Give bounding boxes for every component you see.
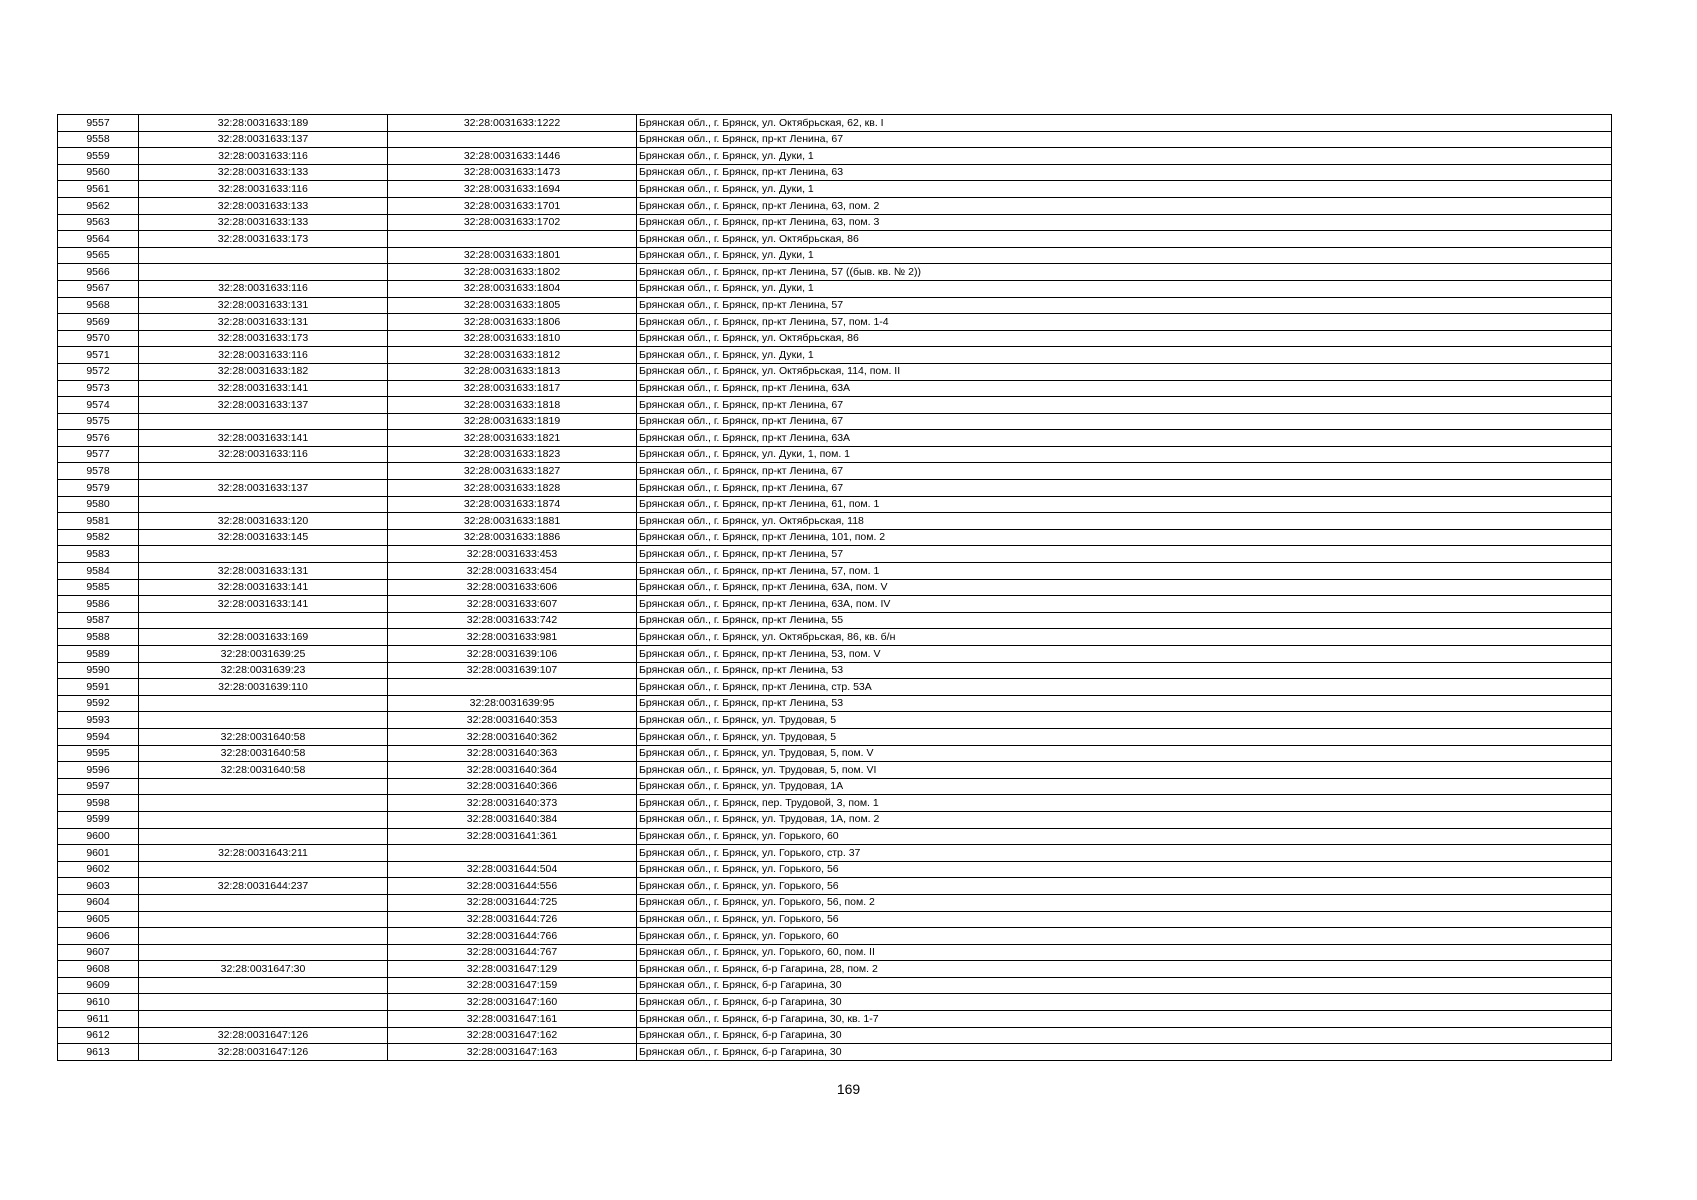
address-cell: Брянская обл., г. Брянск, пр-кт Ленина, 53 — [637, 662, 1612, 679]
parent-cadastral-number-cell: 32:28:0031639:23 — [139, 662, 388, 679]
cadastral-number-cell: 32:28:0031633:1802 — [388, 264, 637, 281]
address-cell: Брянская обл., г. Брянск, пр-кт Ленина, 55 — [637, 612, 1612, 629]
row-number-cell: 9574 — [58, 397, 139, 414]
cadastral-number-cell: 32:28:0031633:981 — [388, 629, 637, 646]
address-cell: Брянская обл., г. Брянск, пр-кт Ленина, 63А — [637, 380, 1612, 397]
table-row — [58, 679, 1612, 696]
row-number-cell: 9569 — [58, 314, 139, 331]
table-row — [58, 811, 1612, 828]
parent-cadastral-number-cell: 32:28:0031633:131 — [139, 297, 388, 314]
cadastral-number-cell: 32:28:0031639:107 — [388, 662, 637, 679]
parent-cadastral-number-cell: 32:28:0031647:30 — [139, 961, 388, 978]
parent-cadastral-number-cell: 32:28:0031633:116 — [139, 181, 388, 198]
table-row — [58, 164, 1612, 181]
address-cell: Брянская обл., г. Брянск, ул. Дуки, 1, пом. 1 — [637, 446, 1612, 463]
row-number-cell: 9576 — [58, 430, 139, 447]
parent-cadastral-number-cell: 32:28:0031633:131 — [139, 563, 388, 580]
address-cell: Брянская обл., г. Брянск, ул. Октябрьская, 62, кв. I — [637, 115, 1612, 132]
table-row — [58, 712, 1612, 729]
cadastral-number-cell: 32:28:0031633:1806 — [388, 314, 637, 331]
table-row — [58, 728, 1612, 745]
address-cell: Брянская обл., г. Брянск, ул. Трудовая, 5 — [637, 712, 1612, 729]
row-number-cell: 9562 — [58, 197, 139, 214]
row-number-cell: 9606 — [58, 928, 139, 945]
parent-cadastral-number-cell — [139, 612, 388, 629]
cadastral-number-cell: 32:28:0031633:1701 — [388, 197, 637, 214]
table-row — [58, 994, 1612, 1011]
table-row — [58, 529, 1612, 546]
parent-cadastral-number-cell — [139, 695, 388, 712]
row-number-cell: 9582 — [58, 529, 139, 546]
parent-cadastral-number-cell: 32:28:0031633:173 — [139, 330, 388, 347]
row-number-cell: 9612 — [58, 1027, 139, 1044]
parent-cadastral-number-cell: 32:28:0031633:116 — [139, 148, 388, 165]
cadastral-number-cell: 32:28:0031633:1821 — [388, 430, 637, 447]
address-cell: Брянская обл., г. Брянск, пр-кт Ленина, 63А, пом. V — [637, 579, 1612, 596]
row-number-cell: 9558 — [58, 131, 139, 148]
address-cell: Брянская обл., г. Брянск, пр-кт Ленина, 53 — [637, 695, 1612, 712]
cadastral-number-cell: 32:28:0031644:725 — [388, 894, 637, 911]
row-number-cell: 9579 — [58, 480, 139, 497]
parent-cadastral-number-cell: 32:28:0031639:25 — [139, 646, 388, 663]
address-cell: Брянская обл., г. Брянск, пр-кт Ленина, 63А — [637, 430, 1612, 447]
cadastral-number-cell: 32:28:0031633:1881 — [388, 513, 637, 530]
address-cell: Брянская обл., г. Брянск, ул. Октябрьская, 114, пом. II — [637, 363, 1612, 380]
address-cell: Брянская обл., г. Брянск, б-р Гагарина, 30 — [637, 1027, 1612, 1044]
address-cell: Брянская обл., г. Брянск, пр-кт Ленина, 67 — [637, 397, 1612, 414]
table-row — [58, 480, 1612, 497]
cadastral-number-cell: 32:28:0031633:1818 — [388, 397, 637, 414]
table-row — [58, 629, 1612, 646]
table-row — [58, 928, 1612, 945]
cadastral-number-cell: 32:28:0031640:364 — [388, 762, 637, 779]
row-number-cell: 9588 — [58, 629, 139, 646]
row-number-cell: 9563 — [58, 214, 139, 231]
cadastral-number-cell: 32:28:0031633:1473 — [388, 164, 637, 181]
parent-cadastral-number-cell: 32:28:0031643:211 — [139, 845, 388, 862]
address-cell: Брянская обл., г. Брянск, ул. Дуки, 1 — [637, 347, 1612, 364]
cadastral-number-cell: 32:28:0031633:1823 — [388, 446, 637, 463]
address-cell: Брянская обл., г. Брянск, пр-кт Ленина, 63А, пом. IV — [637, 596, 1612, 613]
table-row — [58, 1011, 1612, 1028]
table-row — [58, 446, 1612, 463]
address-cell: Брянская обл., г. Брянск, пр-кт Ленина, 57, пом. 1 — [637, 563, 1612, 580]
table-row — [58, 413, 1612, 430]
cadastral-number-cell: 32:28:0031633:1801 — [388, 247, 637, 264]
table-row — [58, 878, 1612, 895]
row-number-cell: 9591 — [58, 679, 139, 696]
parent-cadastral-number-cell — [139, 811, 388, 828]
parent-cadastral-number-cell: 32:28:0031633:189 — [139, 115, 388, 132]
parent-cadastral-number-cell — [139, 1011, 388, 1028]
address-cell: Брянская обл., г. Брянск, пр-кт Ленина, 63, пом. 2 — [637, 197, 1612, 214]
table-row — [58, 247, 1612, 264]
parent-cadastral-number-cell — [139, 264, 388, 281]
parent-cadastral-number-cell — [139, 944, 388, 961]
parent-cadastral-number-cell: 32:28:0031633:137 — [139, 397, 388, 414]
table-row — [58, 762, 1612, 779]
parent-cadastral-number-cell: 32:28:0031633:137 — [139, 480, 388, 497]
address-cell: Брянская обл., г. Брянск, б-р Гагарина, 30 — [637, 994, 1612, 1011]
parent-cadastral-number-cell: 32:28:0031633:131 — [139, 314, 388, 331]
table-row — [58, 579, 1612, 596]
row-number-cell: 9613 — [58, 1044, 139, 1061]
table-row — [58, 546, 1612, 563]
row-number-cell: 9578 — [58, 463, 139, 480]
address-cell: Брянская обл., г. Брянск, пр-кт Ленина, 57 — [637, 297, 1612, 314]
row-number-cell: 9561 — [58, 181, 139, 198]
table-row — [58, 944, 1612, 961]
cadastral-number-cell: 32:28:0031647:161 — [388, 1011, 637, 1028]
address-cell: Брянская обл., г. Брянск, ул. Трудовая, 5 — [637, 728, 1612, 745]
table-row — [58, 612, 1612, 629]
cadastral-number-cell: 32:28:0031644:726 — [388, 911, 637, 928]
cadastral-number-cell: 32:28:0031640:366 — [388, 778, 637, 795]
table-row — [58, 397, 1612, 414]
row-number-cell: 9603 — [58, 878, 139, 895]
cadastral-number-cell: 32:28:0031640:362 — [388, 728, 637, 745]
table-body — [58, 115, 1612, 1061]
address-cell: Брянская обл., г. Брянск, пр-кт Ленина, 63, пом. 3 — [637, 214, 1612, 231]
cadastral-number-cell: 32:28:0031640:384 — [388, 811, 637, 828]
parent-cadastral-number-cell: 32:28:0031633:133 — [139, 164, 388, 181]
row-number-cell: 9575 — [58, 413, 139, 430]
table-row — [58, 115, 1612, 132]
row-number-cell: 9608 — [58, 961, 139, 978]
cadastral-number-cell: 32:28:0031633:1810 — [388, 330, 637, 347]
parent-cadastral-number-cell: 32:28:0031647:126 — [139, 1027, 388, 1044]
address-cell: Брянская обл., г. Брянск, ул. Трудовая, 1А, пом. 2 — [637, 811, 1612, 828]
address-cell: Брянская обл., г. Брянск, ул. Дуки, 1 — [637, 148, 1612, 165]
parent-cadastral-number-cell — [139, 496, 388, 513]
cadastral-number-cell: 32:28:0031633:1817 — [388, 380, 637, 397]
address-cell: Брянская обл., г. Брянск, б-р Гагарина, 30, кв. 1-7 — [637, 1011, 1612, 1028]
address-cell: Брянская обл., г. Брянск, б-р Гагарина, 28, пом. 2 — [637, 961, 1612, 978]
cadastral-number-cell — [388, 131, 637, 148]
address-cell: Брянская обл., г. Брянск, ул. Октябрьская, 86 — [637, 330, 1612, 347]
row-number-cell: 9577 — [58, 446, 139, 463]
table-row — [58, 563, 1612, 580]
cadastral-number-cell: 32:28:0031644:767 — [388, 944, 637, 961]
address-cell: Брянская обл., г. Брянск, пр-кт Ленина, 101, пом. 2 — [637, 529, 1612, 546]
cadastral-number-cell: 32:28:0031633:1828 — [388, 480, 637, 497]
cadastral-number-cell: 32:28:0031633:454 — [388, 563, 637, 580]
row-number-cell: 9587 — [58, 612, 139, 629]
cadastral-number-cell: 32:28:0031633:1805 — [388, 297, 637, 314]
row-number-cell: 9566 — [58, 264, 139, 281]
row-number-cell: 9589 — [58, 646, 139, 663]
row-number-cell: 9604 — [58, 894, 139, 911]
row-number-cell: 9565 — [58, 247, 139, 264]
address-cell: Брянская обл., г. Брянск, ул. Дуки, 1 — [637, 247, 1612, 264]
row-number-cell: 9600 — [58, 828, 139, 845]
address-cell: Брянская обл., г. Брянск, ул. Горького, 60, пом. II — [637, 944, 1612, 961]
cadastral-number-cell: 32:28:0031647:163 — [388, 1044, 637, 1061]
parent-cadastral-number-cell: 32:28:0031640:58 — [139, 728, 388, 745]
row-number-cell: 9597 — [58, 778, 139, 795]
row-number-cell: 9583 — [58, 546, 139, 563]
address-cell: Брянская обл., г. Брянск, ул. Трудовая, 5, пом. VI — [637, 762, 1612, 779]
table-row — [58, 795, 1612, 812]
row-number-cell: 9593 — [58, 712, 139, 729]
cadastral-number-cell: 32:28:0031633:1874 — [388, 496, 637, 513]
parent-cadastral-number-cell: 32:28:0031633:182 — [139, 363, 388, 380]
row-number-cell: 9610 — [58, 994, 139, 1011]
address-cell: Брянская обл., г. Брянск, ул. Октябрьская, 118 — [637, 513, 1612, 530]
parent-cadastral-number-cell: 32:28:0031633:141 — [139, 596, 388, 613]
row-number-cell: 9599 — [58, 811, 139, 828]
row-number-cell: 9570 — [58, 330, 139, 347]
parent-cadastral-number-cell: 32:28:0031633:141 — [139, 430, 388, 447]
table-row — [58, 596, 1612, 613]
table-row — [58, 330, 1612, 347]
parent-cadastral-number-cell — [139, 778, 388, 795]
parent-cadastral-number-cell — [139, 463, 388, 480]
table-row — [58, 695, 1612, 712]
table-row — [58, 430, 1612, 447]
cadastral-number-cell: 32:28:0031633:606 — [388, 579, 637, 596]
row-number-cell: 9568 — [58, 297, 139, 314]
cadastral-number-cell: 32:28:0031640:363 — [388, 745, 637, 762]
cadastral-number-cell — [388, 231, 637, 248]
cadastral-number-cell: 32:28:0031647:160 — [388, 994, 637, 1011]
address-cell: Брянская обл., г. Брянск, ул. Дуки, 1 — [637, 280, 1612, 297]
parent-cadastral-number-cell: 32:28:0031633:141 — [139, 380, 388, 397]
parent-cadastral-number-cell: 32:28:0031639:110 — [139, 679, 388, 696]
parent-cadastral-number-cell: 32:28:0031647:126 — [139, 1044, 388, 1061]
table-row — [58, 911, 1612, 928]
parent-cadastral-number-cell — [139, 247, 388, 264]
table-row — [58, 264, 1612, 281]
address-cell: Брянская обл., г. Брянск, пр-кт Ленина, 57 — [637, 546, 1612, 563]
row-number-cell: 9572 — [58, 363, 139, 380]
table-row — [58, 231, 1612, 248]
cadastral-number-cell: 32:28:0031633:1812 — [388, 347, 637, 364]
parent-cadastral-number-cell — [139, 828, 388, 845]
parent-cadastral-number-cell — [139, 928, 388, 945]
address-cell: Брянская обл., г. Брянск, пр-кт Ленина, стр. 53А — [637, 679, 1612, 696]
cadastral-registry-table — [57, 114, 1612, 1061]
table-row — [58, 380, 1612, 397]
address-cell: Брянская обл., г. Брянск, ул. Трудовая, 1А — [637, 778, 1612, 795]
cadastral-number-cell: 32:28:0031633:1702 — [388, 214, 637, 231]
table-row — [58, 463, 1612, 480]
parent-cadastral-number-cell — [139, 546, 388, 563]
row-number-cell: 9571 — [58, 347, 139, 364]
cadastral-number-cell: 32:28:0031633:1813 — [388, 363, 637, 380]
cadastral-number-cell: 32:28:0031639:95 — [388, 695, 637, 712]
table-row — [58, 861, 1612, 878]
row-number-cell: 9559 — [58, 148, 139, 165]
address-cell: Брянская обл., г. Брянск, пр-кт Ленина, 67 — [637, 463, 1612, 480]
address-cell: Брянская обл., г. Брянск, ул. Горького, 56, пом. 2 — [637, 894, 1612, 911]
cadastral-number-cell: 32:28:0031633:1827 — [388, 463, 637, 480]
table-row — [58, 894, 1612, 911]
parent-cadastral-number-cell: 32:28:0031633:137 — [139, 131, 388, 148]
address-cell: Брянская обл., г. Брянск, пр-кт Ленина, 67 — [637, 413, 1612, 430]
table-row — [58, 977, 1612, 994]
table-row — [58, 496, 1612, 513]
table-row — [58, 131, 1612, 148]
parent-cadastral-number-cell — [139, 911, 388, 928]
cadastral-number-cell: 32:28:0031633:607 — [388, 596, 637, 613]
parent-cadastral-number-cell: 32:28:0031633:133 — [139, 197, 388, 214]
cadastral-number-cell: 32:28:0031641:361 — [388, 828, 637, 845]
row-number-cell: 9557 — [58, 115, 139, 132]
cadastral-number-cell: 32:28:0031639:106 — [388, 646, 637, 663]
row-number-cell: 9567 — [58, 280, 139, 297]
row-number-cell: 9573 — [58, 380, 139, 397]
parent-cadastral-number-cell — [139, 712, 388, 729]
table-row — [58, 214, 1612, 231]
row-number-cell: 9602 — [58, 861, 139, 878]
row-number-cell: 9594 — [58, 728, 139, 745]
parent-cadastral-number-cell — [139, 795, 388, 812]
address-cell: Брянская обл., г. Брянск, ул. Горького, стр. 37 — [637, 845, 1612, 862]
row-number-cell: 9598 — [58, 795, 139, 812]
address-cell: Брянская обл., г. Брянск, б-р Гагарина, 30 — [637, 1044, 1612, 1061]
address-cell: Брянская обл., г. Брянск, пр-кт Ленина, 57 ((быв. кв. № 2)) — [637, 264, 1612, 281]
table-row — [58, 314, 1612, 331]
cadastral-number-cell: 32:28:0031644:766 — [388, 928, 637, 945]
address-cell: Брянская обл., г. Брянск, ул. Трудовая, 5, пом. V — [637, 745, 1612, 762]
address-cell: Брянская обл., г. Брянск, ул. Горького, 56 — [637, 911, 1612, 928]
cadastral-number-cell: 32:28:0031633:1694 — [388, 181, 637, 198]
parent-cadastral-number-cell — [139, 861, 388, 878]
row-number-cell: 9585 — [58, 579, 139, 596]
row-number-cell: 9611 — [58, 1011, 139, 1028]
table-row — [58, 778, 1612, 795]
address-cell: Брянская обл., г. Брянск, ул. Горького, 56 — [637, 861, 1612, 878]
row-number-cell: 9607 — [58, 944, 139, 961]
table-row — [58, 363, 1612, 380]
table-row — [58, 181, 1612, 198]
row-number-cell: 9605 — [58, 911, 139, 928]
address-cell: Брянская обл., г. Брянск, б-р Гагарина, 30 — [637, 977, 1612, 994]
parent-cadastral-number-cell: 32:28:0031633:116 — [139, 446, 388, 463]
row-number-cell: 9584 — [58, 563, 139, 580]
table-row — [58, 297, 1612, 314]
address-cell: Брянская обл., г. Брянск, пр-кт Ленина, 67 — [637, 131, 1612, 148]
parent-cadastral-number-cell — [139, 894, 388, 911]
address-cell: Брянская обл., г. Брянск, пр-кт Ленина, 53, пом. V — [637, 646, 1612, 663]
address-cell: Брянская обл., г. Брянск, пр-кт Ленина, 57, пом. 1-4 — [637, 314, 1612, 331]
row-number-cell: 9609 — [58, 977, 139, 994]
address-cell: Брянская обл., г. Брянск, ул. Горького, 56 — [637, 878, 1612, 895]
parent-cadastral-number-cell: 32:28:0031633:145 — [139, 529, 388, 546]
parent-cadastral-number-cell: 32:28:0031633:169 — [139, 629, 388, 646]
table-row — [58, 1044, 1612, 1061]
row-number-cell: 9564 — [58, 231, 139, 248]
row-number-cell: 9590 — [58, 662, 139, 679]
parent-cadastral-number-cell: 32:28:0031633:173 — [139, 231, 388, 248]
cadastral-number-cell: 32:28:0031633:453 — [388, 546, 637, 563]
table-row — [58, 1027, 1612, 1044]
address-cell: Брянская обл., г. Брянск, ул. Октябрьская, 86 — [637, 231, 1612, 248]
row-number-cell: 9595 — [58, 745, 139, 762]
cadastral-number-cell: 32:28:0031633:1804 — [388, 280, 637, 297]
row-number-cell: 9596 — [58, 762, 139, 779]
parent-cadastral-number-cell: 32:28:0031640:58 — [139, 745, 388, 762]
address-cell: Брянская обл., г. Брянск, пр-кт Ленина, 67 — [637, 480, 1612, 497]
parent-cadastral-number-cell: 32:28:0031633:116 — [139, 280, 388, 297]
parent-cadastral-number-cell: 32:28:0031640:58 — [139, 762, 388, 779]
table-row — [58, 513, 1612, 530]
address-cell: Брянская обл., г. Брянск, пр-кт Ленина, 63 — [637, 164, 1612, 181]
table-row — [58, 662, 1612, 679]
cadastral-number-cell: 32:28:0031640:353 — [388, 712, 637, 729]
table-row — [58, 745, 1612, 762]
address-cell: Брянская обл., г. Брянск, ул. Горького, 60 — [637, 828, 1612, 845]
parent-cadastral-number-cell: 32:28:0031633:133 — [139, 214, 388, 231]
cadastral-number-cell — [388, 845, 637, 862]
cadastral-number-cell: 32:28:0031633:1222 — [388, 115, 637, 132]
cadastral-number-cell — [388, 679, 637, 696]
cadastral-number-cell: 32:28:0031644:556 — [388, 878, 637, 895]
table-row — [58, 280, 1612, 297]
row-number-cell: 9601 — [58, 845, 139, 862]
address-cell: Брянская обл., г. Брянск, пер. Трудовой, 3, пом. 1 — [637, 795, 1612, 812]
table-row — [58, 148, 1612, 165]
page-number: 169 — [836, 1081, 861, 1097]
address-cell: Брянская обл., г. Брянск, ул. Дуки, 1 — [637, 181, 1612, 198]
cadastral-number-cell: 32:28:0031633:1819 — [388, 413, 637, 430]
parent-cadastral-number-cell: 32:28:0031633:116 — [139, 347, 388, 364]
cadastral-number-cell: 32:28:0031633:1446 — [388, 148, 637, 165]
address-cell: Брянская обл., г. Брянск, ул. Октябрьская, 86, кв. б/н — [637, 629, 1612, 646]
parent-cadastral-number-cell: 32:28:0031644:237 — [139, 878, 388, 895]
table-row — [58, 845, 1612, 862]
row-number-cell: 9581 — [58, 513, 139, 530]
cadastral-number-cell: 32:28:0031640:373 — [388, 795, 637, 812]
row-number-cell: 9592 — [58, 695, 139, 712]
table-row — [58, 646, 1612, 663]
cadastral-number-cell: 32:28:0031644:504 — [388, 861, 637, 878]
cadastral-number-cell: 32:28:0031633:742 — [388, 612, 637, 629]
table-row — [58, 828, 1612, 845]
row-number-cell: 9580 — [58, 496, 139, 513]
parent-cadastral-number-cell: 32:28:0031633:120 — [139, 513, 388, 530]
parent-cadastral-number-cell — [139, 977, 388, 994]
row-number-cell: 9560 — [58, 164, 139, 181]
row-number-cell: 9586 — [58, 596, 139, 613]
cadastral-number-cell: 32:28:0031647:162 — [388, 1027, 637, 1044]
table-row — [58, 197, 1612, 214]
address-cell: Брянская обл., г. Брянск, ул. Горького, 60 — [637, 928, 1612, 945]
table-row — [58, 961, 1612, 978]
cadastral-number-cell: 32:28:0031647:129 — [388, 961, 637, 978]
parent-cadastral-number-cell — [139, 994, 388, 1011]
parent-cadastral-number-cell: 32:28:0031633:141 — [139, 579, 388, 596]
address-cell: Брянская обл., г. Брянск, пр-кт Ленина, 61, пом. 1 — [637, 496, 1612, 513]
cadastral-number-cell: 32:28:0031647:159 — [388, 977, 637, 994]
cadastral-number-cell: 32:28:0031633:1886 — [388, 529, 637, 546]
parent-cadastral-number-cell — [139, 413, 388, 430]
table-row — [58, 347, 1612, 364]
